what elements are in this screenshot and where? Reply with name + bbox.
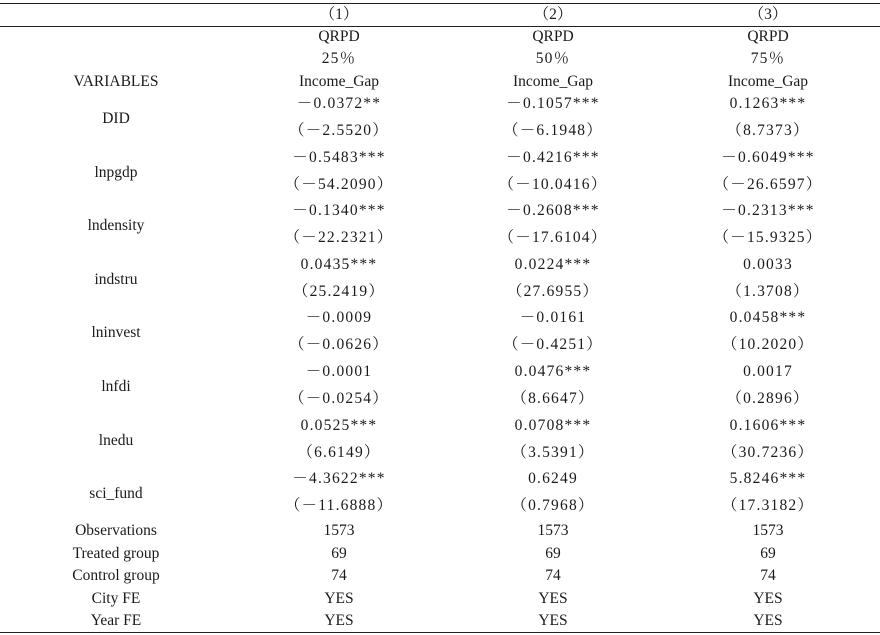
t-statistic: （－0.0254）: [289, 390, 389, 407]
variable-name: lnfdi: [101, 378, 131, 395]
t-statistic: （6.6149）: [297, 444, 381, 461]
t-statistic: （－2.5520）: [289, 122, 389, 139]
footer-value: YES: [538, 612, 568, 629]
t-statistic: （0.7968）: [511, 497, 595, 514]
t-statistic: （－15.9325）: [713, 229, 823, 246]
coefficient: 0.1606***: [729, 417, 807, 434]
coefficient: 0.0525***: [300, 417, 378, 434]
method-label: QRPD: [318, 28, 360, 45]
footer-label: Treated group: [72, 545, 160, 562]
t-statistic: （10.2020）: [721, 336, 815, 353]
t-statistic: （25.2419）: [292, 283, 386, 300]
quantile-label: 75％: [750, 50, 786, 67]
t-statistic: （－26.6597）: [713, 176, 823, 193]
footer-value: YES: [324, 612, 354, 629]
t-statistic: （－11.6888）: [284, 497, 394, 514]
footer-label: Control group: [72, 567, 160, 584]
footer-label: Year FE: [90, 612, 142, 629]
coefficient: －0.2608***: [506, 202, 600, 219]
coefficient: 0.0224***: [514, 256, 592, 273]
variable-name: sci_fund: [89, 485, 143, 502]
method-label: QRPD: [747, 28, 789, 45]
t-statistic: （－0.4251）: [503, 336, 603, 353]
footer-value: YES: [753, 590, 783, 607]
footer-value: 69: [545, 545, 561, 562]
t-statistic: （－0.0626）: [289, 336, 389, 353]
coefficient: －0.1057***: [506, 95, 600, 112]
coefficient: －0.0372**: [296, 95, 382, 112]
t-statistic: （30.7236）: [721, 444, 815, 461]
t-statistic: （－54.2090）: [284, 176, 394, 193]
footer-value: 69: [760, 545, 776, 562]
top-rule: [0, 3, 880, 4]
variables-header: VARIABLES: [73, 73, 159, 90]
column-number: （3）: [748, 6, 788, 23]
t-statistic: （8.7373）: [726, 122, 810, 139]
column-number: （1）: [319, 6, 359, 23]
dependent-variable: Income_Gap: [298, 73, 380, 90]
footer-value: 1573: [323, 522, 355, 539]
column-number: （2）: [533, 6, 573, 23]
t-statistic: （－17.6104）: [498, 229, 608, 246]
footer-value: 69: [331, 545, 347, 562]
coefficient: －0.2313***: [721, 202, 815, 219]
footer-value: YES: [753, 612, 783, 629]
coefficient: －0.1340***: [292, 202, 386, 219]
coefficient: －0.5483***: [292, 149, 386, 166]
coefficient: 0.1263***: [729, 95, 807, 112]
header-rule: [0, 26, 880, 27]
footer-label: Observations: [75, 522, 157, 539]
variable-name: lninvest: [91, 324, 141, 341]
coefficient: －0.4216***: [506, 149, 600, 166]
coefficient: 0.0458***: [729, 309, 807, 326]
footer-value: YES: [538, 590, 568, 607]
coefficient: －0.0161: [519, 309, 587, 326]
coefficient: 0.0017: [743, 363, 793, 380]
t-statistic: （0.2896）: [726, 390, 810, 407]
coefficient: 0.0476***: [514, 363, 592, 380]
footer-value: YES: [324, 590, 354, 607]
coefficient: 0.0435***: [300, 256, 378, 273]
t-statistic: （－10.0416）: [498, 176, 608, 193]
footer-value: 74: [760, 567, 776, 584]
variable-name: DID: [102, 110, 130, 127]
variable-name: lnedu: [98, 432, 134, 449]
t-statistic: （17.3182）: [721, 497, 815, 514]
coefficient: －0.0001: [305, 363, 373, 380]
quantile-label: 25％: [321, 50, 357, 67]
t-statistic: （3.5391）: [511, 444, 595, 461]
t-statistic: （－6.1948）: [503, 122, 603, 139]
coefficient: －0.6049***: [721, 149, 815, 166]
coefficient: －0.0009: [305, 309, 373, 326]
t-statistic: （27.6955）: [506, 283, 600, 300]
dependent-variable: Income_Gap: [727, 73, 809, 90]
variable-name: lnpgdp: [94, 164, 138, 181]
bottom-rule: [0, 632, 880, 633]
coefficient: 0.0033: [743, 256, 793, 273]
t-statistic: （－22.2321）: [284, 229, 394, 246]
quantile-label: 50％: [535, 50, 571, 67]
variable-name: indstru: [94, 271, 138, 288]
footer-value: 74: [545, 567, 561, 584]
method-label: QRPD: [532, 28, 574, 45]
t-statistic: （8.6647）: [511, 390, 595, 407]
footer-label: City FE: [91, 590, 141, 607]
footer-value: 74: [331, 567, 347, 584]
coefficient: 0.0708***: [514, 417, 592, 434]
variable-name: lndensity: [87, 217, 145, 234]
footer-value: 1573: [537, 522, 569, 539]
coefficient: 5.8246***: [729, 470, 807, 487]
footer-value: 1573: [752, 522, 784, 539]
coefficient: 0.6249: [528, 470, 578, 487]
t-statistic: （1.3708）: [726, 283, 810, 300]
dependent-variable: Income_Gap: [512, 73, 594, 90]
coefficient: －4.3622***: [292, 470, 386, 487]
